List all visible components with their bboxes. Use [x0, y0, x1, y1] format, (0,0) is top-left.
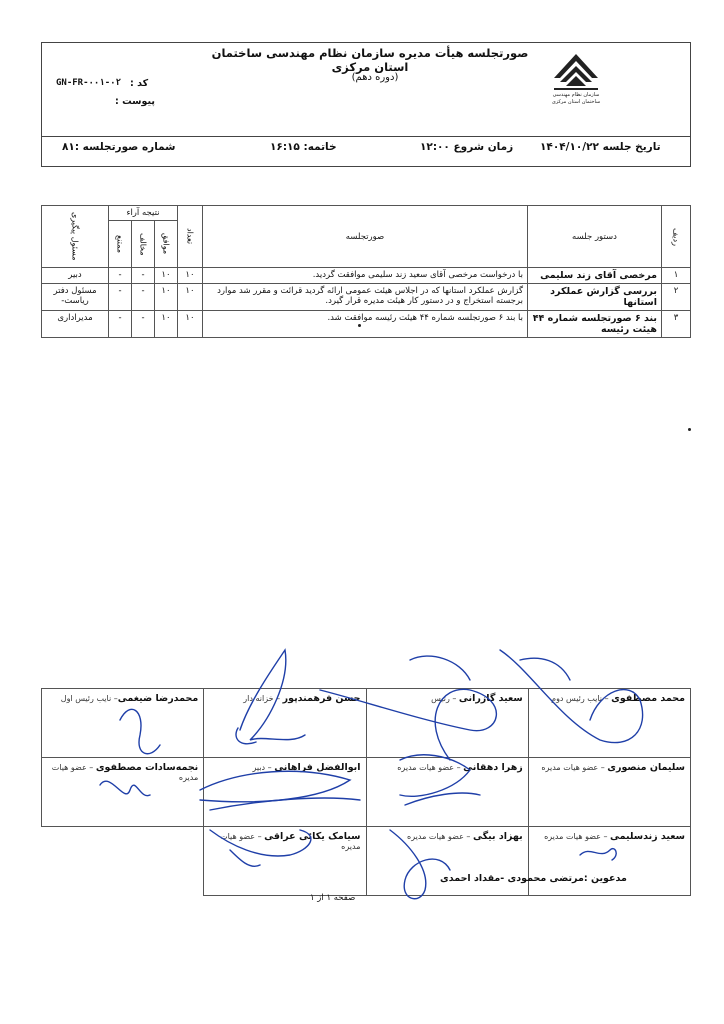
table-header-row: [42, 206, 691, 221]
signature-row: [42, 758, 691, 827]
col-header-count: تعداد: [178, 206, 203, 268]
signer-name: سیامک یکائی عراقی: [264, 831, 361, 842]
signer-role: – دبیر: [252, 763, 275, 772]
signature-stroke: [410, 656, 470, 680]
abstain-value: -: [109, 284, 132, 311]
table-row: [42, 311, 691, 338]
signature-cell: [204, 827, 366, 896]
signature-cell: [204, 689, 366, 758]
col-header-abstain: ممتنع: [109, 221, 132, 268]
col-header-row-number: ردیف: [662, 206, 691, 268]
signature-row: [42, 827, 691, 896]
period-label: (دوره دهم): [351, 72, 399, 83]
signer-name: سلیمان منصوری: [607, 762, 685, 773]
table-row: [42, 284, 691, 311]
signer-name: سعید زندسلیمی: [610, 831, 685, 842]
signer-role: – نایب رئیس اول: [60, 694, 118, 703]
col-header-agenda: دستور جلسه: [528, 206, 662, 268]
signature-cell: [366, 689, 528, 758]
col-header-responsible: مسئول پیگیری: [42, 206, 109, 268]
code-label: کد :: [130, 78, 149, 89]
signer-name: محمدرضا ضیغمی: [117, 693, 199, 704]
signature-table: [41, 688, 691, 896]
col-header-oppose: مخالف: [132, 221, 155, 268]
start-time: زمان شروع ۱۲:۰۰: [420, 141, 514, 153]
signature-cell: [528, 827, 690, 896]
signature-row: [42, 689, 691, 758]
col-header-minutes: صورتجلسه: [203, 206, 528, 268]
end-time: خاتمه: ۱۶:۱۵: [270, 141, 337, 153]
signer-role: – عضو هیات مدیره: [544, 832, 611, 841]
responsible-value: مدیراداری: [42, 311, 109, 338]
header-divider: [41, 136, 691, 137]
minutes-text: گزارش عملکرد استانها که در اجلاس هیئت عمومی ارائه گردید قرائت و مقرر شد موارد برجسته استخراج و در دستور کار هیئت مدیره قرار گیرد.: [203, 284, 528, 311]
abstain-value: -: [109, 268, 132, 284]
abstain-value: -: [109, 311, 132, 338]
stray-mark: [688, 428, 691, 431]
oppose-value: -: [132, 311, 155, 338]
signer-role: – عضو هیات مدیره: [220, 832, 361, 851]
oppose-value: -: [132, 284, 155, 311]
table-row: [42, 268, 691, 284]
signature-cell: [42, 689, 204, 758]
signature-cell: [366, 827, 528, 896]
logo-caption: سازمان نظام مهندسی ساختمان استان مرکزی: [551, 92, 601, 105]
signature-cell: [528, 758, 690, 827]
signer-name: بهزاد بیگی: [472, 831, 523, 842]
signer-name: حسن فرهمندپور: [282, 693, 361, 704]
col-header-votes: نتیجه آراء: [109, 206, 178, 221]
count-value: ۱۰: [178, 268, 203, 284]
minutes-table: [41, 205, 691, 338]
signer-role: – خزانه دار: [243, 694, 283, 703]
signature-cell: [204, 758, 366, 827]
signer-role: – نایب رئیس دوم: [551, 694, 612, 703]
agree-value: ۱۰: [155, 311, 178, 338]
page-number: صفحه ۱ از ۱: [310, 893, 356, 903]
minutes-text: با بند ۶ صورتجلسه شماره ۴۴ هیئت رئیسه موافقت شد.: [203, 311, 528, 338]
signer-role: – عضو هیات مدیره: [541, 763, 608, 772]
signature-cell: [42, 758, 204, 827]
invitees: مدعوین :مرتضی محمودی -مقداد احمدی: [440, 873, 627, 884]
agree-value: ۱۰: [155, 268, 178, 284]
meeting-date: تاریخ جلسه ۱۴۰۴/۱۰/۲۲: [540, 141, 661, 153]
code-value: GN-FR-۰۰۱-۰۲: [56, 78, 122, 88]
signer-role: – عضو هیات مدیره: [407, 832, 473, 841]
oppose-value: -: [132, 268, 155, 284]
signer-name: سعید گازرانی: [458, 693, 523, 704]
row-number: ۲: [662, 284, 691, 311]
responsible-value: مسئول دفتر ریاست-: [42, 284, 109, 311]
signer-role: – عضو هیات مدیره: [397, 763, 464, 772]
col-header-agree: موافق: [155, 221, 178, 268]
signer-role: – عضو هیات مدیره: [51, 763, 199, 782]
signature-cell: [366, 758, 528, 827]
signer-name: ابوالفضل فراهانی: [274, 762, 361, 773]
agenda-item: بند ۶ صورتجلسه شماره ۴۴ هیئت رئیسه: [528, 311, 662, 338]
row-number: ۱: [662, 268, 691, 284]
stray-mark: [358, 324, 361, 327]
signature-cell: [528, 689, 690, 758]
agenda-item: مرخصی آقای زند سلیمی: [528, 268, 662, 284]
document-title: صورتجلسه هیأت مدیره سازمان نظام مهندسی ساختمان استان مرکزی: [211, 46, 529, 74]
signer-name: محمد مصطفوی: [611, 693, 685, 704]
empty-cell: [42, 827, 204, 896]
row-number: ۳: [662, 311, 691, 338]
signer-role: – رئیس: [431, 694, 459, 703]
minutes-text: با درخواست مرخصی آقای سعید زند سلیمی موافقت گردید.: [203, 268, 528, 284]
signature-stroke: [520, 658, 570, 680]
attachment-label: پیوست :: [115, 96, 155, 107]
agenda-item: بررسی گزارش عملکرد استانها: [528, 284, 662, 311]
responsible-value: دبیر: [42, 268, 109, 284]
minutes-number: شماره صورتجلسه :۸۱: [62, 141, 176, 153]
signer-name: نجمه‌سادات مصطفوی: [95, 762, 199, 773]
count-value: ۱۰: [178, 284, 203, 311]
count-value: ۱۰: [178, 311, 203, 338]
agree-value: ۱۰: [155, 284, 178, 311]
signer-name: زهرا دهقانی: [463, 762, 523, 773]
